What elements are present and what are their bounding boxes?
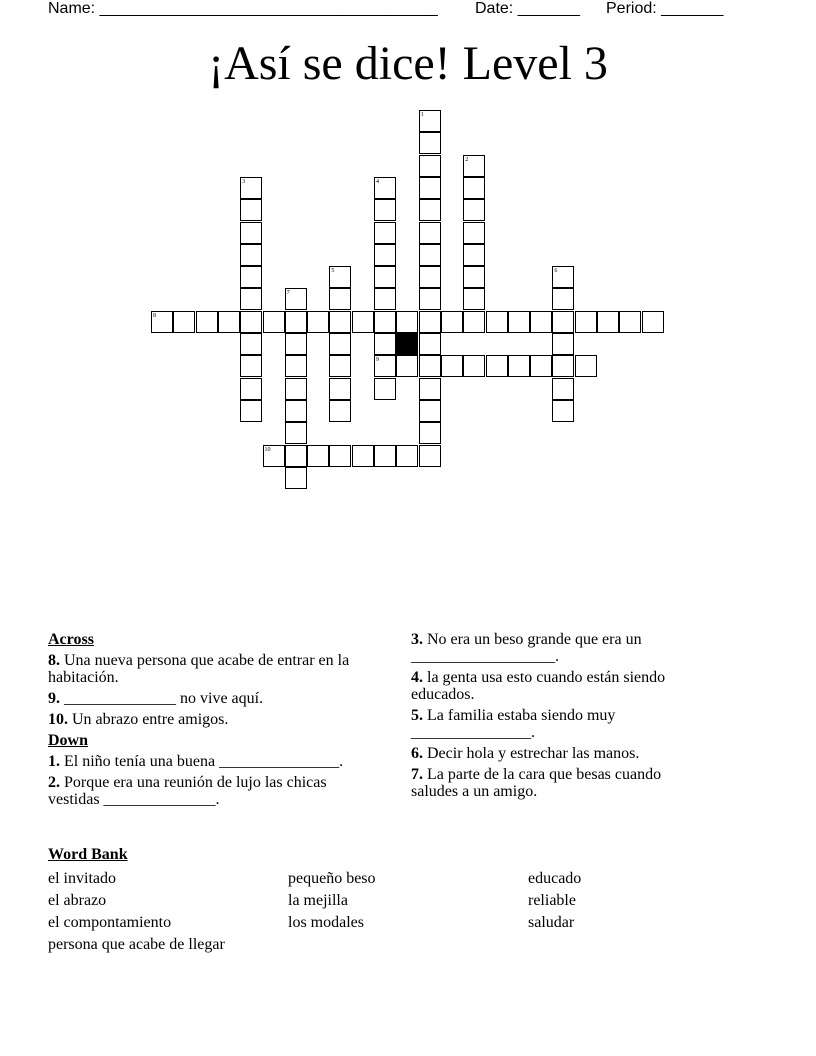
crossword-cell[interactable]	[419, 378, 441, 400]
clue-number: 1.	[48, 753, 60, 770]
crossword-cell[interactable]	[240, 378, 262, 400]
crossword-cell[interactable]	[329, 355, 351, 377]
crossword-cell[interactable]	[285, 333, 307, 355]
down-clue-list-continued	[411, 631, 711, 800]
clue-number: 3.	[411, 631, 423, 648]
crossword-cell[interactable]	[329, 333, 351, 355]
down-clue-list	[48, 753, 378, 808]
crossword-cell[interactable]	[240, 333, 262, 355]
clues-right-column	[411, 627, 711, 800]
page-title: ¡Así se dice! Level 3	[208, 37, 608, 90]
word-bank-item: persona que acabe de llegar	[48, 936, 225, 953]
crossword-cell[interactable]	[486, 355, 508, 377]
clue-number: 7.	[411, 766, 423, 783]
crossword-cell[interactable]	[374, 288, 396, 310]
crossword-black-cell	[396, 333, 418, 355]
crossword-cell[interactable]	[419, 422, 441, 444]
clue-text: Un abrazo entre amigos.	[68, 711, 229, 728]
crossword-cell[interactable]	[329, 311, 351, 333]
crossword-cell[interactable]	[329, 445, 351, 467]
crossword-cell[interactable]	[307, 445, 329, 467]
crossword-cell[interactable]	[463, 199, 485, 221]
crossword-cell[interactable]	[396, 311, 418, 333]
crossword-cell[interactable]	[285, 378, 307, 400]
word-bank-item: los modales	[288, 914, 364, 931]
crossword-cell[interactable]	[552, 311, 574, 333]
crossword-cell[interactable]	[329, 400, 351, 422]
clue-number: 6.	[411, 745, 423, 762]
crossword-clue-number: 9	[376, 357, 379, 364]
crossword-cell[interactable]	[552, 333, 574, 355]
crossword-cell[interactable]	[374, 378, 396, 400]
clue-text: la genta usa esto cuando están siendo educados.	[411, 669, 666, 703]
word-bank-item: educado	[528, 870, 582, 887]
crossword-cell[interactable]	[419, 266, 441, 288]
crossword-cell[interactable]	[419, 155, 441, 177]
crossword-cell[interactable]	[374, 222, 396, 244]
crossword-cell[interactable]	[441, 311, 463, 333]
crossword-cell[interactable]	[619, 311, 641, 333]
crossword-cell[interactable]	[374, 333, 396, 355]
crossword-cell[interactable]	[240, 244, 262, 266]
clue-text: El niño tenía una buena _______________.	[60, 753, 344, 770]
crossword-clue-number: 3	[242, 178, 246, 185]
crossword-cell[interactable]	[419, 244, 441, 266]
crossword-cell[interactable]	[374, 244, 396, 266]
clue-text: La familia estaba siendo muy _______________.	[411, 707, 616, 741]
crossword-cell[interactable]	[173, 311, 195, 333]
crossword-cell[interactable]	[486, 311, 508, 333]
crossword-clue-number: 7	[286, 290, 290, 297]
crossword-cell[interactable]	[419, 445, 441, 467]
clue-number: 8.	[48, 652, 60, 669]
clue-item	[48, 774, 378, 808]
crossword-cell[interactable]	[285, 445, 307, 467]
crossword-cell[interactable]	[285, 400, 307, 422]
crossword-cell[interactable]	[552, 378, 574, 400]
crossword-cell[interactable]	[374, 311, 396, 333]
crossword-clue-number: 1	[420, 112, 424, 118]
across-clue-list	[48, 652, 378, 728]
crossword-cell[interactable]	[352, 445, 374, 467]
clue-text: Una nueva persona que acabe de entrar en la habitación.	[48, 652, 350, 686]
crossword-cell[interactable]	[374, 199, 396, 221]
clue-item	[411, 631, 711, 665]
crossword-cell[interactable]	[419, 132, 441, 154]
word-bank-item: saludar	[528, 914, 575, 931]
crossword-cell[interactable]	[196, 311, 218, 333]
crossword-cell[interactable]	[285, 422, 307, 444]
clue-item	[48, 711, 378, 728]
crossword-cell[interactable]	[218, 311, 240, 333]
crossword-cell[interactable]	[419, 355, 441, 377]
clue-number: 4.	[411, 669, 423, 686]
crossword-cell[interactable]	[240, 222, 262, 244]
clue-item	[411, 707, 711, 741]
crossword-cell[interactable]	[396, 445, 418, 467]
crossword-cell[interactable]	[463, 244, 485, 266]
crossword-cell[interactable]	[352, 311, 374, 333]
crossword-cell[interactable]	[329, 378, 351, 400]
crossword-cell[interactable]	[441, 355, 463, 377]
clue-number: 2.	[48, 774, 60, 791]
crossword-cell[interactable]	[307, 311, 329, 333]
crossword-cell[interactable]	[419, 311, 441, 333]
word-bank-item: el compontamiento	[48, 914, 172, 931]
word-bank-item: la mejilla	[288, 892, 348, 909]
crossword-cell[interactable]	[419, 400, 441, 422]
clue-item	[48, 690, 378, 707]
crossword-cell[interactable]	[285, 467, 307, 489]
crossword-cell[interactable]	[419, 177, 441, 199]
word-bank-heading: Word Bank	[48, 846, 128, 863]
crossword-cell[interactable]	[240, 266, 262, 288]
clue-text: La parte de la cara que besas cuando saludes a un amigo.	[411, 766, 662, 800]
clue-text: Porque era una reunión de lujo las chicas vestidas ______________.	[48, 774, 327, 808]
clue-text: Decir hola y estrechar las manos.	[423, 745, 640, 762]
period-field[interactable]: Period: _______	[606, 0, 724, 17]
word-bank-column-3	[528, 868, 581, 934]
clue-item	[411, 766, 711, 800]
crossword-clue-number: 8	[153, 312, 156, 319]
crossword-cell[interactable]	[419, 199, 441, 221]
crossword-cell[interactable]	[240, 400, 262, 422]
clue-item	[411, 745, 711, 762]
crossword-cell[interactable]	[240, 199, 262, 221]
crossword-cell[interactable]	[552, 400, 574, 422]
crossword-cell[interactable]	[374, 266, 396, 288]
crossword-cell[interactable]	[463, 266, 485, 288]
crossword-clue-number: 6	[554, 268, 558, 275]
crossword-cell[interactable]	[396, 355, 418, 377]
crossword-cell[interactable]	[374, 445, 396, 467]
crossword-cell[interactable]	[463, 177, 485, 199]
clue-item	[411, 669, 711, 703]
crossword-cell[interactable]	[575, 311, 597, 333]
crossword-cell[interactable]	[552, 355, 574, 377]
crossword-clue-number: 4	[376, 178, 379, 185]
clue-number: 9.	[48, 690, 60, 707]
crossword-cell[interactable]	[508, 355, 530, 377]
crossword-clue-number: 5	[331, 268, 335, 275]
crossword-cell[interactable]	[329, 288, 351, 310]
crossword-cell[interactable]	[530, 311, 552, 333]
clue-text: No era un beso grande que era un __________________.	[411, 631, 642, 665]
crossword-cell[interactable]	[642, 311, 664, 333]
crossword-cell[interactable]	[463, 311, 485, 333]
crossword-cell[interactable]	[419, 288, 441, 310]
name-field[interactable]: Name: ______________________________________	[48, 0, 438, 17]
word-bank-column-1	[48, 868, 225, 956]
clue-number: 5.	[411, 707, 423, 724]
clues-left-column	[48, 631, 378, 808]
word-bank-item: reliable	[528, 892, 576, 909]
crossword-cell[interactable]	[240, 288, 262, 310]
word-bank-column-2	[288, 868, 376, 934]
date-field[interactable]: Date: _______	[475, 0, 580, 17]
clue-item	[48, 652, 378, 686]
crossword-cell[interactable]	[552, 288, 574, 310]
crossword-cell[interactable]	[285, 355, 307, 377]
crossword-cell[interactable]	[285, 311, 307, 333]
crossword-cell[interactable]	[263, 311, 285, 333]
word-bank-item: el invitado	[48, 870, 116, 887]
crossword-cell[interactable]	[597, 311, 619, 333]
clue-item	[48, 753, 378, 770]
down-heading: Down	[48, 732, 89, 749]
clue-number: 10.	[48, 711, 68, 728]
crossword-clue-number: 10	[264, 446, 271, 453]
crossword-cell[interactable]	[575, 355, 597, 377]
across-heading: Across	[48, 631, 94, 648]
word-bank-item: pequeño beso	[288, 870, 376, 887]
crossword-cell[interactable]	[463, 288, 485, 310]
crossword-cell[interactable]	[530, 355, 552, 377]
crossword-cell[interactable]	[240, 355, 262, 377]
clue-text: ______________ no vive aquí.	[60, 690, 264, 707]
crossword-cell[interactable]	[419, 222, 441, 244]
crossword-clue-number: 2	[465, 156, 469, 163]
word-bank-item: el abrazo	[48, 892, 107, 909]
crossword-cell[interactable]	[419, 333, 441, 355]
crossword-cell[interactable]	[508, 311, 530, 333]
crossword-cell[interactable]	[240, 311, 262, 333]
crossword-cell[interactable]	[463, 222, 485, 244]
crossword-cell[interactable]	[463, 355, 485, 377]
